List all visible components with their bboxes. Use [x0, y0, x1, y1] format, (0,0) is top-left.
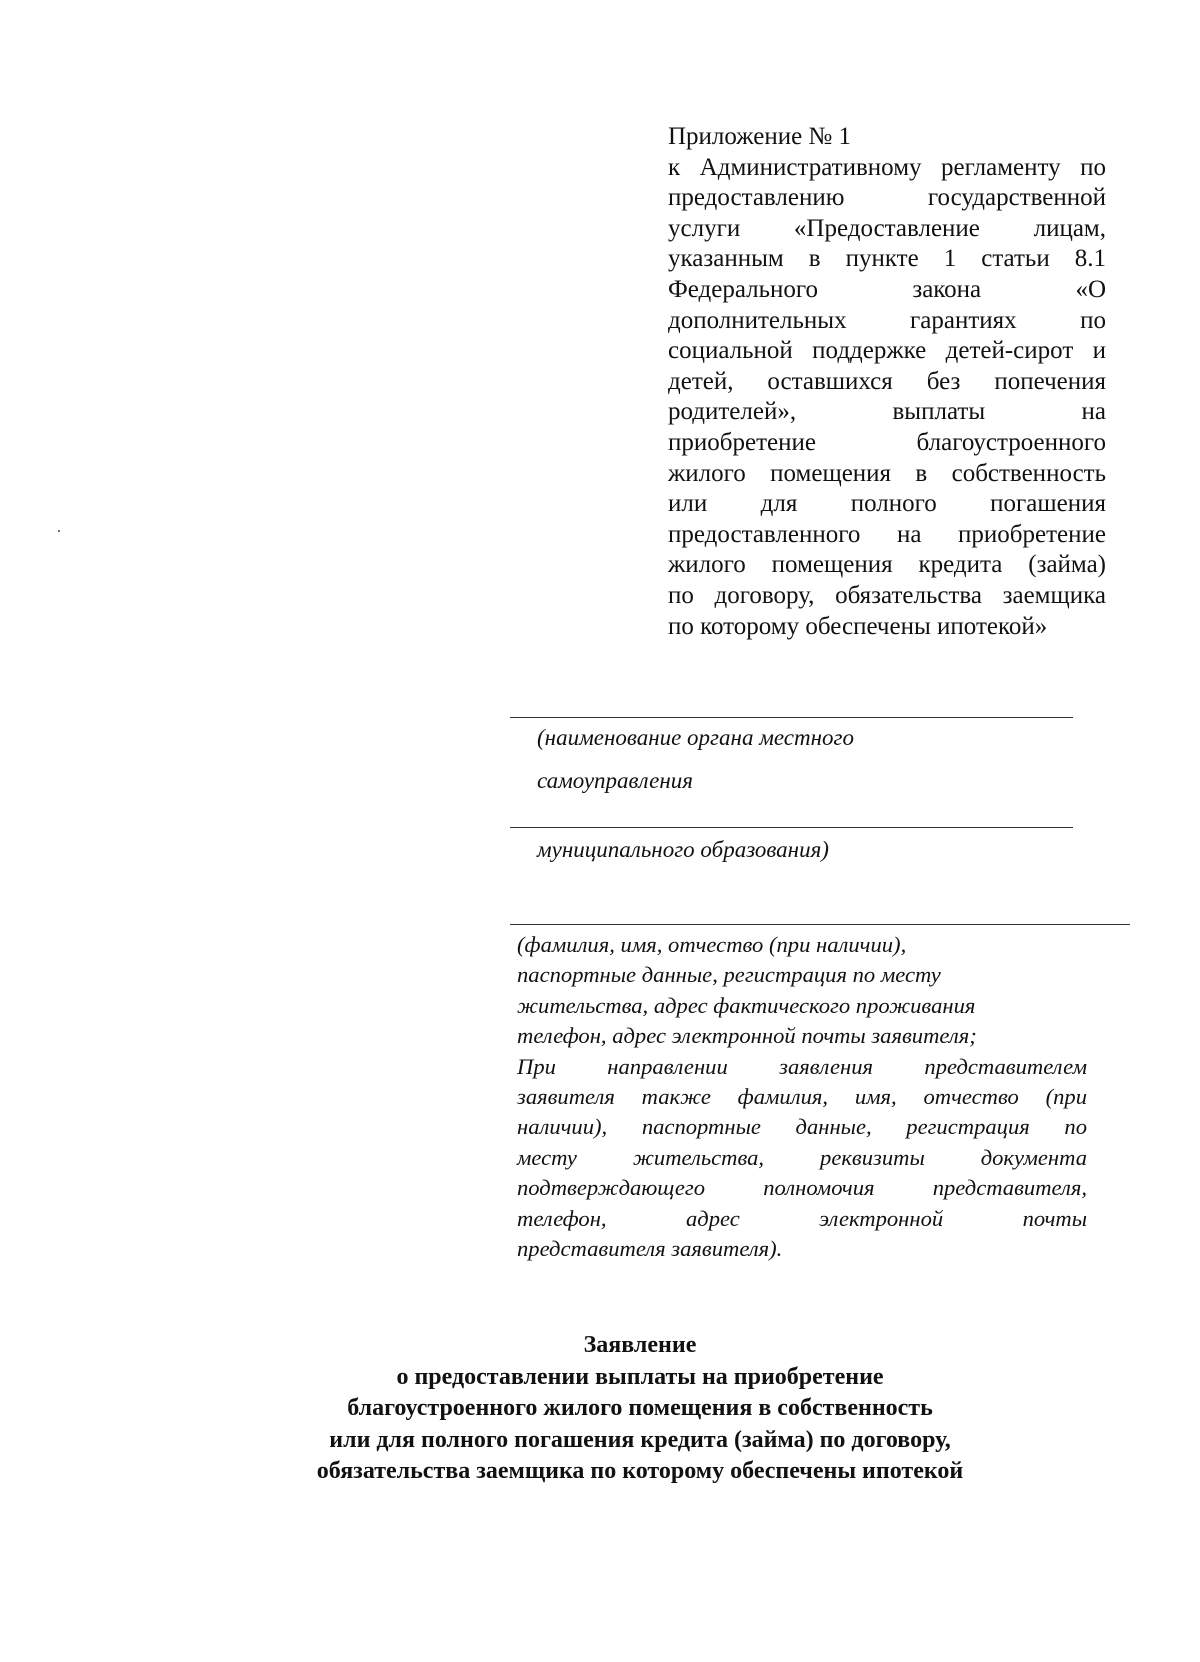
- appendix-line: дополнительных гарантиях по: [668, 306, 1106, 334]
- authority-blank-line-1: [510, 717, 1073, 718]
- appendix-line: социальной поддержке детей-сирот и: [668, 337, 1106, 365]
- appendix-line: жилого помещения в собственность: [668, 459, 1106, 487]
- appendix-line: услуги «Предоставление лицам,: [668, 214, 1106, 242]
- applicant-line: (фамилия, имя, отчество (при наличии),: [517, 932, 907, 957]
- appendix-line: предоставленного на приобретение: [668, 520, 1106, 548]
- applicant-line: наличии), паспортные данные, регистрация по: [517, 1114, 1087, 1140]
- applicant-line: телефон, адрес электронной почты заявителя;: [517, 1023, 977, 1049]
- appendix-line: по которому обеспечены ипотекой»: [668, 612, 1048, 640]
- appendix-line: жилого помещения кредита (займа): [668, 551, 1106, 579]
- appendix-line: Приложение № 1: [668, 123, 852, 150]
- appendix-line: или для полного погашения: [668, 490, 1106, 518]
- appendix-line: Федерального закона «О: [668, 275, 1106, 303]
- applicant-line: паспортные данные, регистрация по месту: [517, 962, 941, 988]
- authority-caption-2: самоуправления: [537, 768, 693, 793]
- title-line: о предоставлении выплаты на приобретение: [396, 1363, 884, 1390]
- appendix-line: по договору, обязательства заемщика: [668, 581, 1106, 609]
- applicant-line: телефон, адрес электронной почты: [517, 1205, 1087, 1231]
- applicant-blank-line: [510, 924, 1130, 925]
- applicant-line: месту жительства, реквизиты документа: [517, 1144, 1087, 1170]
- appendix-line: родителей», выплаты на: [668, 398, 1106, 426]
- applicant-caption: [517, 930, 1087, 1264]
- authority-blank-line-2: [510, 827, 1073, 828]
- title-heading: Заявление: [583, 1332, 697, 1358]
- title-line: обязательства заемщика по которому обеспечены ипотекой: [316, 1458, 964, 1485]
- appendix-line: детей, оставшихся без попечения: [668, 367, 1106, 395]
- title-line: или для полного погашения кредита (займа) по договору,: [329, 1426, 951, 1453]
- appendix-line: указанным в пункте 1 статьи 8.1: [668, 245, 1106, 273]
- applicant-line: представителя заявителя).: [517, 1236, 783, 1262]
- applicant-line: заявителя также фамилия, имя, отчество (при: [517, 1084, 1087, 1110]
- application-title: [200, 1330, 1080, 1488]
- appendix-line: к Административному регламенту по: [668, 153, 1106, 181]
- applicant-line: подтверждающего полномочия представителя,: [517, 1175, 1087, 1201]
- appendix-line: приобретение благоустроенного: [668, 428, 1106, 456]
- scan-speck: [58, 530, 60, 532]
- authority-caption-1: (наименование органа местного: [537, 725, 854, 750]
- applicant-line: жительства, адрес фактического проживания: [517, 992, 976, 1018]
- appendix-header: [668, 122, 1106, 642]
- applicant-line: При направлении заявления представителем: [517, 1053, 1087, 1079]
- authority-caption-3: муниципального образования): [537, 837, 829, 862]
- appendix-line: предоставлению государственной: [668, 184, 1106, 212]
- title-line: благоустроенного жилого помещения в собственность: [347, 1395, 933, 1422]
